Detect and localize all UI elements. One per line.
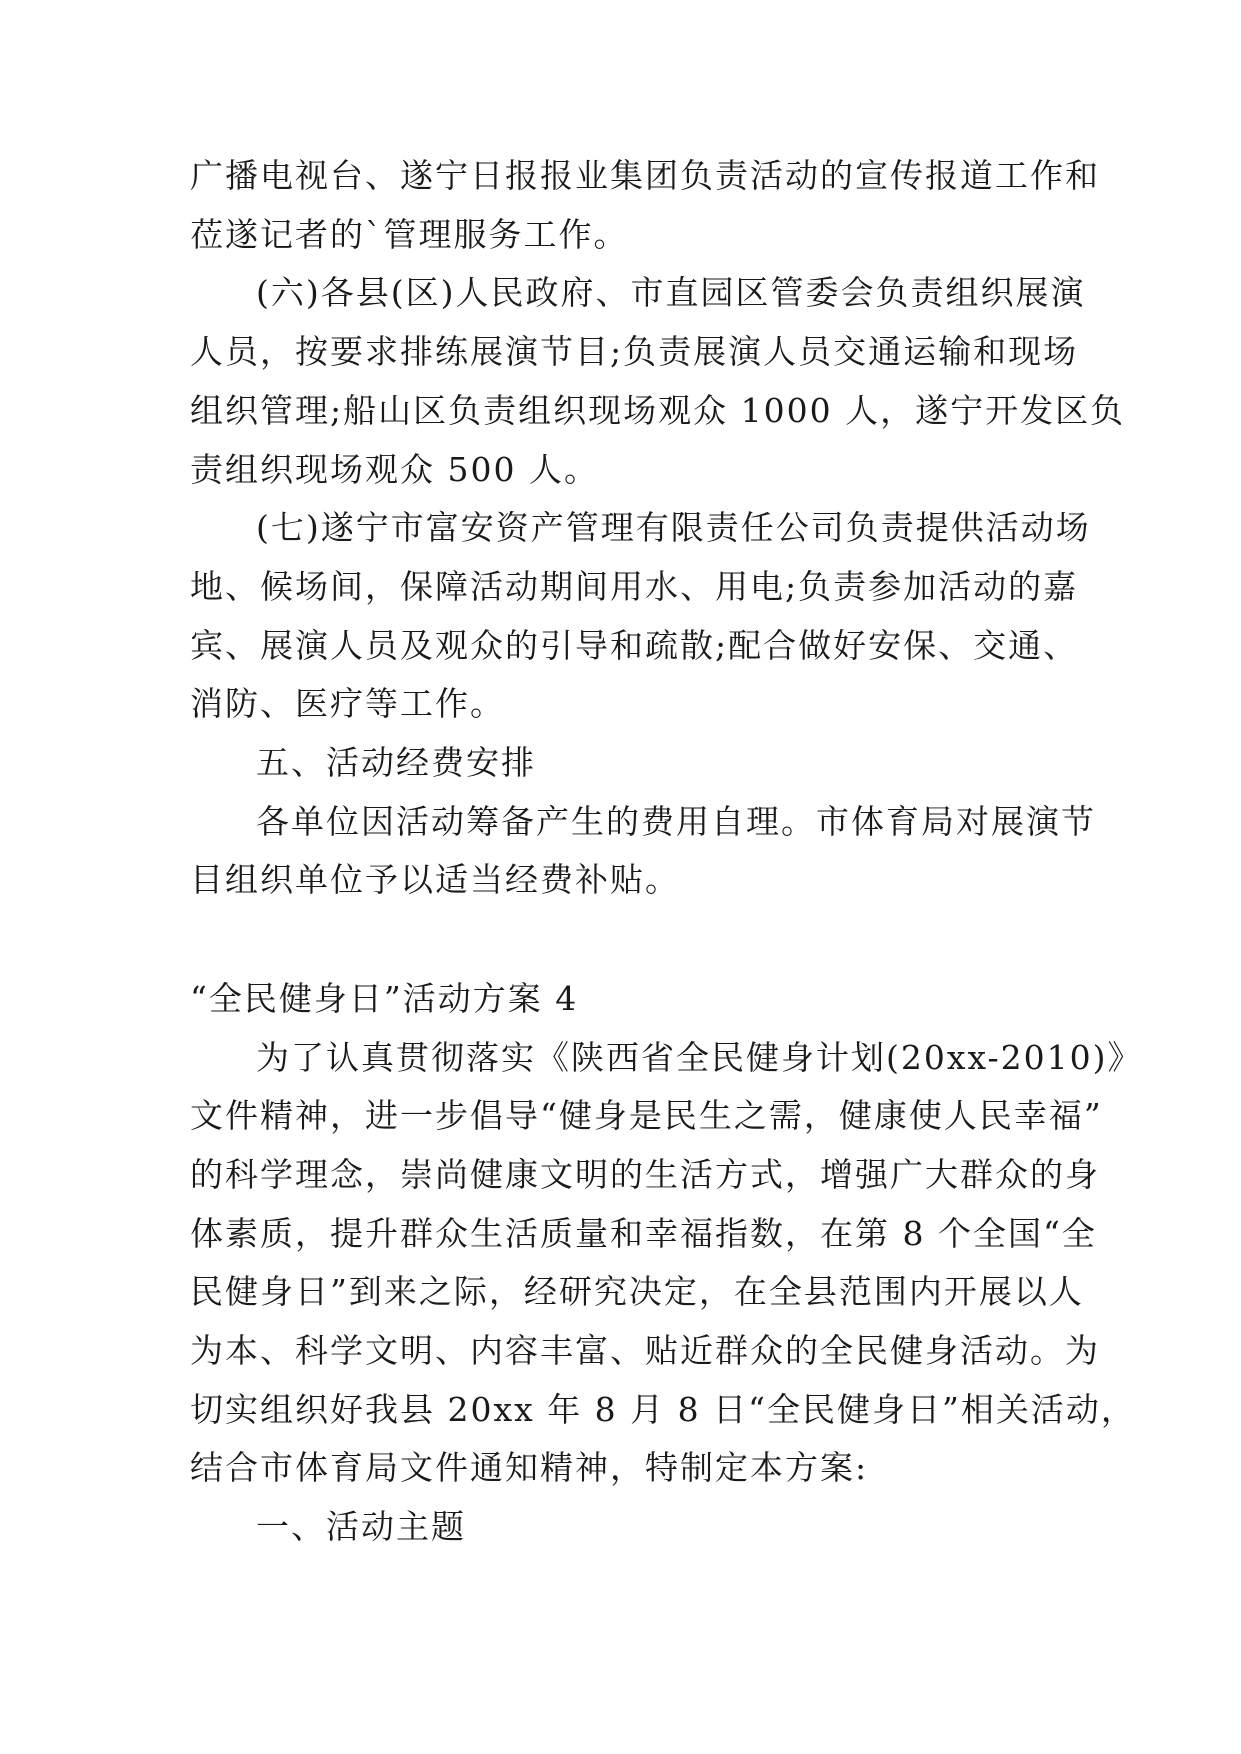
paragraph-line: 责组织现场观众 500 人。 <box>190 450 599 489</box>
paragraph-line: 组织管理;船山区负责组织现场观众 1000 人，遂宁开发区负 <box>190 391 1126 430</box>
paragraph-line: 结合市体育局文件通知精神，特制定本方案: <box>190 1448 869 1487</box>
paragraph-line: (七)遂宁市富安资产管理有限责任公司负责提供活动场 <box>256 508 1091 547</box>
paragraph-line: 文件精神，进一步倡导“健身是民生之需，健康使人民幸福” <box>190 1096 1103 1135</box>
paragraph-line: 人员，按要求排练展演节目;负责展演人员交通运输和现场 <box>190 332 1079 371</box>
paragraph-line: 的科学理念，崇尚健康文明的生活方式，增强广大群众的身 <box>190 1155 1100 1194</box>
paragraph-line: 地、候场间，保障活动期间用水、用电;负责参加活动的嘉 <box>190 567 1079 606</box>
paragraph-line: 切实组织好我县 20xx 年 8 月 8 日“全民健身日”相关活动， <box>190 1390 1136 1429</box>
section-heading: 一、活动主题 <box>256 1507 466 1546</box>
paragraph-line: 体素质，提升群众生活质量和幸福指数，在第 8 个全国“全 <box>190 1214 1097 1253</box>
section-heading: 五、活动经费安排 <box>256 743 536 782</box>
paragraph-line: 莅遂记者的`管理服务工作。 <box>190 215 629 254</box>
paragraph-line: 消防、医疗等工作。 <box>190 684 505 723</box>
paragraph-line: 宾、展演人员及观众的引导和疏散;配合做好安保、交通、 <box>190 626 1079 665</box>
paragraph-line: 为本、科学文明、内容丰富、贴近群众的全民健身活动。为 <box>190 1331 1100 1370</box>
paragraph-line: 各单位因活动筹备产生的费用自理。市体育局对展演节 <box>256 802 1096 841</box>
paragraph-line: 为了认真贯彻落实《陕西省全民健身计划(20xx-2010)》 <box>256 1038 1143 1077</box>
paragraph-line: 民健身日”到来之际，经研究决定，在全县范围内开展以人 <box>190 1272 1084 1311</box>
paragraph-line: (六)各县(区)人民政府、市直园区管委会负责组织展演 <box>256 273 1086 312</box>
paragraph-line: 广播电视台、遂宁日报报业集团负责活动的宣传报道工作和 <box>190 156 1100 195</box>
paragraph-line: 目组织单位予以适当经费补贴。 <box>190 860 680 899</box>
document-title: “全民健身日”活动方案 4 <box>190 979 579 1018</box>
